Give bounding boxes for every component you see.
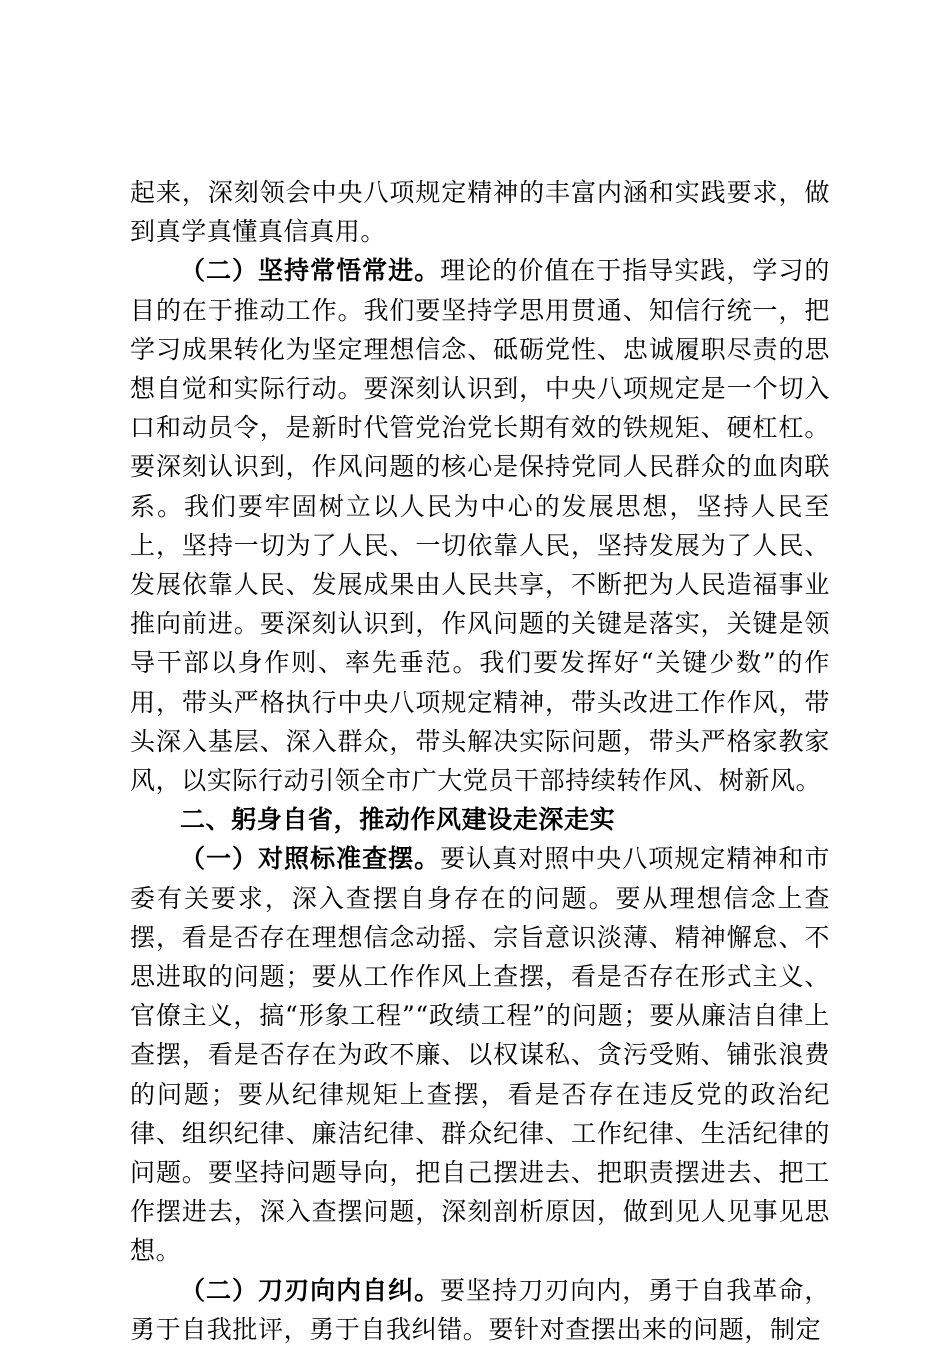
paragraph-lead: （二）刀刃向内自纠。 [180,1275,441,1305]
paragraph-continuation [130,173,830,251]
document-page [130,173,830,1349]
paragraph-text: 要认真对照中央八项规定精神和市委有关要求，深入查摆自身存在的问题。要从理想信念上查摆，看是否存在理想信念动摇、宗旨意识淡薄、精神懈怠、不思进取的问题；要从工作作风上查摆，看是否存在形式主义、官僚主义，搞“形象工程”“政绩工程”的问题；要从廉洁自律上查摆，看是否存在为政不廉、以权谋私、贪污受贿、铺张浪费的问题；要从纪律规矩上查摆，看是否存在违反党的政治纪律、组织纪律、廉洁纪律、群众纪律、工作纪律、生活纪律的问题。要坚持问题导向，把自己摆进去、把职责摆进去、把工作摆进去，深入查摆问题，深刻剖析原因，做到见人见事见思想。 [130,844,830,1266]
paragraph-text: 起来，深刻领会中央八项规定精神的丰富内涵和实践要求，做到真学真懂真信真用。 [130,178,830,247]
paragraph-text: 理论的价值在于指导实践，学习的目的在于推动工作。我们要坚持学思用贯通、知信行统一，把学习成果转化为坚定理想信念、砥砺党性、忠诚履职尽责的思想自觉和实际行动。要深刻认识到，中央八项规定是一个切入口和动员令，是新时代管党治党长期有效的铁规矩、硬杠杠。要深刻认识到，作风问题的核心是保持党同人民群众的血肉联系。我们要牢固树立以人民为中心的发展思想，坚持人民至上，坚持一切为了人民、一切依靠人民，坚持发展为了人民、发展依靠人民、发展成果由人民共享，不断把为人民造福事业推向前进。要深刻认识到，作风问题的关键是落实，关键是领导干部以身作则、率先垂范。我们要发挥好“关键少数”的作用，带头严格执行中央八项规定精神，带头改进工作作风，带头深入基层、深入群众，带头解决实际问题，带头严格家教家风，以实际行动引领全市广大党员干部持续转作风、树新风。 [130,256,830,796]
paragraph-section-2-2b [130,1271,830,1349]
section-heading: 二、躬身自省，推动作风建设走深走实 [180,805,616,835]
paragraph-section-2-1 [130,839,830,1270]
paragraph-text: 要坚持刀刃向内，勇于自我革命，勇于自我批评，勇于自我纠错。要针对查摆出来的问题，制定 [130,1275,830,1344]
paragraph-lead: （一）对照标准查摆。 [180,844,441,874]
paragraph-lead: （二）坚持常悟常进。 [180,256,441,286]
paragraph-section-2-2 [130,251,830,800]
